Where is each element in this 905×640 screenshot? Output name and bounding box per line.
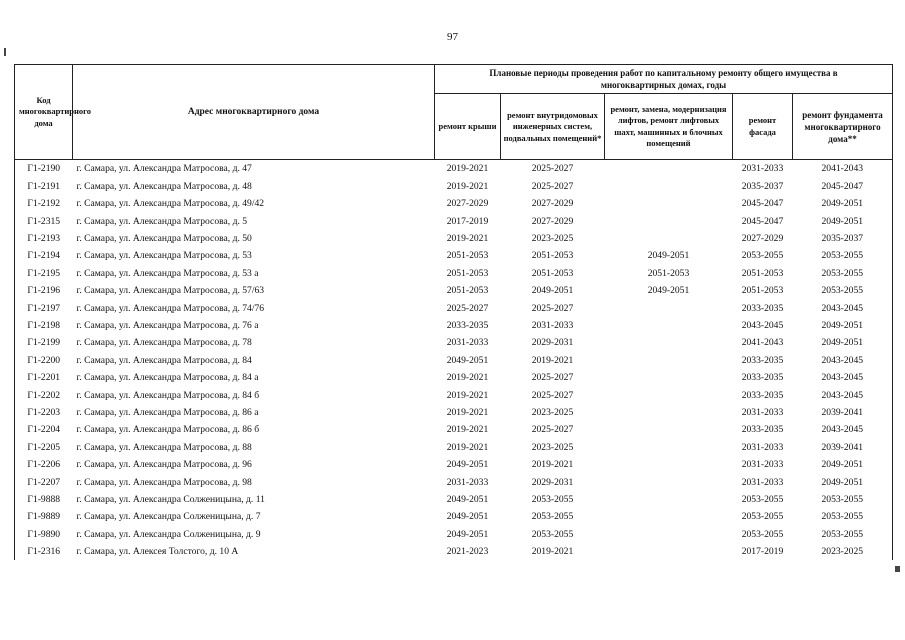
cell-foundation: 2053-2055 xyxy=(793,247,893,264)
cell-facade: 2053-2055 xyxy=(741,528,784,540)
table-row xyxy=(15,525,893,542)
cell-elevators xyxy=(605,230,733,247)
cell-roof: 2019-2021 xyxy=(446,406,489,418)
table-row xyxy=(15,491,893,508)
cell-elevators xyxy=(605,508,733,525)
cell-foundation: 2049-2051 xyxy=(793,195,893,212)
cell-engineering: 2019-2021 xyxy=(531,459,574,471)
cell-code: Г1-2200 xyxy=(15,352,73,369)
cell-elevators xyxy=(605,212,733,229)
cell-roof: 2019-2021 xyxy=(446,441,489,453)
cell-address: г. Самара, ул. Александра Матросова, д. 74/76 xyxy=(76,302,265,314)
cell-code: Г1-2204 xyxy=(15,421,73,438)
header-facade: ремонт фасада xyxy=(733,94,793,160)
cell-facade: 2051-2053 xyxy=(741,285,784,297)
table-row xyxy=(15,317,893,334)
cell-elevators xyxy=(605,160,733,178)
cell-address: г. Самара, ул. Александра Матросова, д. 86 б xyxy=(76,424,260,436)
cell-code: Г1-2202 xyxy=(15,386,73,403)
cell-foundation: 2049-2051 xyxy=(793,456,893,473)
table-row xyxy=(15,386,893,403)
scan-speck xyxy=(4,48,6,56)
cell-code: Г1-2207 xyxy=(15,473,73,490)
cell-facade: 2033-2035 xyxy=(741,302,784,314)
cell-roof: 2051-2053 xyxy=(446,250,489,262)
cell-facade: 2031-2033 xyxy=(741,163,784,175)
cell-facade: 2031-2033 xyxy=(741,459,784,471)
cell-code: Г1-2199 xyxy=(15,334,73,351)
cell-engineering: 2023-2025 xyxy=(531,406,574,418)
cell-facade: 2033-2035 xyxy=(741,389,784,401)
cell-engineering: 2025-2027 xyxy=(531,372,574,384)
table-row xyxy=(15,404,893,421)
cell-code: Г1-2316 xyxy=(15,543,73,560)
cell-address: г. Самара, ул. Александра Матросова, д. 53 а xyxy=(76,267,259,279)
cell-facade: 2031-2033 xyxy=(741,441,784,453)
cell-elevators xyxy=(605,473,733,490)
cell-elevators xyxy=(605,386,733,403)
cell-roof: 2031-2033 xyxy=(446,476,489,488)
cell-engineering: 2031-2033 xyxy=(531,319,574,331)
scan-speck xyxy=(895,566,900,572)
cell-code: Г1-2194 xyxy=(15,247,73,264)
page-number: 97 xyxy=(447,31,458,43)
cell-address: г. Самара, ул. Александра Солженицына, д. 7 xyxy=(76,511,261,523)
cell-engineering: 2025-2027 xyxy=(531,302,574,314)
cell-address: г. Самара, ул. Александра Матросова, д. 53 xyxy=(76,250,252,262)
cell-roof: 2017-2019 xyxy=(446,215,489,227)
cell-elevators xyxy=(605,178,733,195)
cell-code: Г1-2198 xyxy=(15,317,73,334)
cell-foundation: 2053-2055 xyxy=(793,282,893,299)
cell-code: Г1-2191 xyxy=(15,178,73,195)
cell-facade: 2033-2035 xyxy=(741,424,784,436)
cell-address: г. Самара, ул. Александра Матросова, д. 84 б xyxy=(76,389,260,401)
cell-facade: 2051-2053 xyxy=(741,267,784,279)
cell-address: г. Самара, ул. Александра Матросова, д. 5 xyxy=(76,215,248,227)
header-address: Адрес многоквартирного дома xyxy=(73,65,435,160)
cell-foundation: 2053-2055 xyxy=(793,265,893,282)
cell-code: Г1-2201 xyxy=(15,369,73,386)
header-roof: ремонт крыши xyxy=(435,94,501,160)
table-row xyxy=(15,230,893,247)
cell-engineering: 2053-2055 xyxy=(531,493,574,505)
cell-foundation: 2043-2045 xyxy=(793,352,893,369)
cell-foundation: 2053-2055 xyxy=(793,508,893,525)
cell-roof: 2019-2021 xyxy=(446,424,489,436)
cell-engineering: 2025-2027 xyxy=(531,424,574,436)
cell-engineering: 2053-2055 xyxy=(531,511,574,523)
cell-address: г. Самара, ул. Александра Солженицына, д. 11 xyxy=(76,493,265,505)
cell-roof: 2049-2051 xyxy=(446,528,489,540)
cell-address: г. Самара, ул. Александра Матросова, д. 76 а xyxy=(76,319,259,331)
cell-engineering: 2051-2053 xyxy=(531,267,574,279)
cell-foundation: 2035-2037 xyxy=(793,230,893,247)
cell-facade: 2033-2035 xyxy=(741,354,784,366)
cell-facade: 2053-2055 xyxy=(741,511,784,523)
header-code: Код многоквартирного дома xyxy=(15,65,73,160)
cell-engineering: 2025-2027 xyxy=(531,163,574,175)
table-row xyxy=(15,456,893,473)
cell-roof: 2019-2021 xyxy=(446,233,489,245)
repair-schedule-table xyxy=(14,64,893,560)
table-row xyxy=(15,439,893,456)
cell-foundation: 2039-2041 xyxy=(793,439,893,456)
cell-elevators xyxy=(605,404,733,421)
cell-foundation: 2053-2055 xyxy=(793,491,893,508)
cell-elevators xyxy=(605,456,733,473)
cell-address: г. Самара, ул. Александра Матросова, д. 57/63 xyxy=(76,285,265,297)
cell-facade: 2031-2033 xyxy=(741,476,784,488)
cell-roof: 2019-2021 xyxy=(446,180,489,192)
cell-roof: 2049-2051 xyxy=(446,511,489,523)
cell-engineering: 2029-2031 xyxy=(531,476,574,488)
cell-code: Г1-2206 xyxy=(15,456,73,473)
table-row xyxy=(15,543,893,560)
cell-engineering: 2027-2029 xyxy=(531,198,574,210)
cell-elevators xyxy=(605,491,733,508)
cell-roof: 2049-2051 xyxy=(446,493,489,505)
cell-engineering: 2051-2053 xyxy=(531,250,574,262)
cell-engineering: 2049-2051 xyxy=(531,285,574,297)
cell-engineering: 2025-2027 xyxy=(531,389,574,401)
cell-code: Г1-2190 xyxy=(15,160,73,178)
cell-code: Г1-2196 xyxy=(15,282,73,299)
cell-elevators xyxy=(605,352,733,369)
table-row xyxy=(15,352,893,369)
cell-elevators xyxy=(605,369,733,386)
cell-roof: 2021-2023 xyxy=(446,546,489,558)
cell-facade: 2043-2045 xyxy=(741,319,784,331)
cell-code: Г1-2203 xyxy=(15,404,73,421)
cell-roof: 2019-2021 xyxy=(446,163,489,175)
cell-address: г. Самара, ул. Александра Матросова, д. 98 xyxy=(76,476,252,488)
cell-foundation: 2049-2051 xyxy=(793,334,893,351)
cell-roof: 2025-2027 xyxy=(446,302,489,314)
cell-elevators xyxy=(605,195,733,212)
cell-engineering: 2023-2025 xyxy=(531,233,574,245)
cell-code: Г1-2197 xyxy=(15,299,73,316)
table-row xyxy=(15,178,893,195)
header-engineering: ремонт внутридомовых инженерных систем, подвальных помещений* xyxy=(501,94,605,160)
cell-code: Г1-2193 xyxy=(15,230,73,247)
cell-foundation: 2041-2043 xyxy=(793,160,893,178)
cell-code: Г1-2315 xyxy=(15,212,73,229)
cell-roof: 2051-2053 xyxy=(446,267,489,279)
cell-facade: 2041-2043 xyxy=(741,337,784,349)
cell-foundation: 2043-2045 xyxy=(793,369,893,386)
cell-engineering: 2019-2021 xyxy=(531,354,574,366)
cell-code: Г1-2205 xyxy=(15,439,73,456)
cell-facade: 2053-2055 xyxy=(741,493,784,505)
cell-address: г. Самара, ул. Александра Матросова, д. 47 xyxy=(76,163,252,175)
header-elevators: ремонт, замена, модернизация лифтов, ремонт лифтовых шахт, машинных и блочных помещений xyxy=(605,94,733,160)
cell-address: г. Самара, ул. Александра Матросова, д. 49/42 xyxy=(76,198,265,210)
cell-foundation: 2043-2045 xyxy=(793,299,893,316)
cell-elevators xyxy=(605,525,733,542)
cell-foundation: 2053-2055 xyxy=(793,525,893,542)
cell-facade: 2017-2019 xyxy=(741,546,784,558)
cell-address: г. Самара, ул. Александра Матросова, д. 50 xyxy=(76,233,252,245)
cell-foundation: 2039-2041 xyxy=(793,404,893,421)
cell-foundation: 2023-2025 xyxy=(793,543,893,560)
cell-roof: 2033-2035 xyxy=(446,319,489,331)
cell-foundation: 2049-2051 xyxy=(793,473,893,490)
cell-code: Г1-9889 xyxy=(15,508,73,525)
cell-engineering: 2027-2029 xyxy=(531,215,574,227)
cell-code: Г1-2195 xyxy=(15,265,73,282)
table-row xyxy=(15,212,893,229)
table-row xyxy=(15,421,893,438)
cell-facade: 2031-2033 xyxy=(741,406,784,418)
cell-roof: 2031-2033 xyxy=(446,337,489,349)
header-group: Плановые периоды проведения работ по капитальному ремонту общего имущества в многоквартирных домах, годы xyxy=(435,65,893,94)
table-row xyxy=(15,247,893,264)
table-row xyxy=(15,473,893,490)
cell-elevators xyxy=(605,299,733,316)
cell-elevators xyxy=(605,421,733,438)
cell-facade: 2033-2035 xyxy=(741,372,784,384)
cell-elevators xyxy=(605,334,733,351)
cell-facade: 2035-2037 xyxy=(741,180,784,192)
cell-facade: 2045-2047 xyxy=(741,198,784,210)
header-foundation: ремонт фундамента многоквартирного дома** xyxy=(793,94,893,160)
cell-address: г. Самара, ул. Александра Солженицына, д. 9 xyxy=(76,528,261,540)
cell-address: г. Самара, ул. Александра Матросова, д. 48 xyxy=(76,180,252,192)
cell-address: г. Самара, ул. Алексея Толстого, д. 10 А xyxy=(76,546,239,558)
cell-facade: 2053-2055 xyxy=(741,250,784,262)
cell-elevators xyxy=(605,543,733,560)
cell-elevators: 2051-2053 xyxy=(647,267,690,279)
cell-engineering: 2029-2031 xyxy=(531,337,574,349)
cell-roof: 2019-2021 xyxy=(446,389,489,401)
cell-engineering: 2019-2021 xyxy=(531,546,574,558)
table-row xyxy=(15,282,893,299)
cell-elevators: 2049-2051 xyxy=(647,285,690,297)
cell-address: г. Самара, ул. Александра Матросова, д. 84 а xyxy=(76,372,259,384)
cell-code: Г1-9888 xyxy=(15,491,73,508)
cell-elevators: 2049-2051 xyxy=(647,250,690,262)
cell-address: г. Самара, ул. Александра Матросова, д. 88 xyxy=(76,441,252,453)
cell-roof: 2019-2021 xyxy=(446,372,489,384)
cell-facade: 2045-2047 xyxy=(741,215,784,227)
cell-roof: 2049-2051 xyxy=(446,354,489,366)
cell-facade: 2027-2029 xyxy=(741,233,784,245)
table-row xyxy=(15,369,893,386)
cell-engineering: 2053-2055 xyxy=(531,528,574,540)
cell-elevators xyxy=(605,439,733,456)
cell-engineering: 2025-2027 xyxy=(531,180,574,192)
cell-roof: 2049-2051 xyxy=(446,459,489,471)
table-row xyxy=(15,508,893,525)
cell-foundation: 2043-2045 xyxy=(793,421,893,438)
cell-foundation: 2049-2051 xyxy=(793,212,893,229)
cell-address: г. Самара, ул. Александра Матросова, д. 84 xyxy=(76,354,252,366)
cell-code: Г1-9890 xyxy=(15,525,73,542)
table-row xyxy=(15,334,893,351)
cell-address: г. Самара, ул. Александра Матросова, д. 96 xyxy=(76,459,252,471)
cell-address: г. Самара, ул. Александра Матросова, д. 78 xyxy=(76,337,252,349)
cell-roof: 2027-2029 xyxy=(446,198,489,210)
table-row xyxy=(15,299,893,316)
table-row xyxy=(15,195,893,212)
cell-foundation: 2045-2047 xyxy=(793,178,893,195)
cell-roof: 2051-2053 xyxy=(446,285,489,297)
cell-elevators xyxy=(605,317,733,334)
table-row xyxy=(15,160,893,178)
cell-address: г. Самара, ул. Александра Матросова, д. 86 а xyxy=(76,406,259,418)
cell-foundation: 2049-2051 xyxy=(793,317,893,334)
cell-code: Г1-2192 xyxy=(15,195,73,212)
table-row xyxy=(15,265,893,282)
cell-foundation: 2043-2045 xyxy=(793,386,893,403)
cell-engineering: 2023-2025 xyxy=(531,441,574,453)
